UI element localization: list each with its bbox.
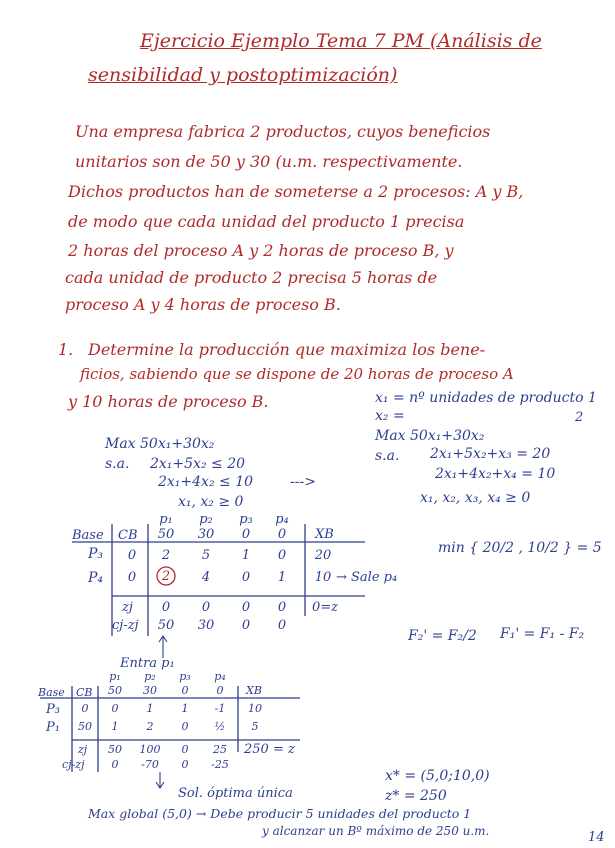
cb-cell: 50: [78, 720, 92, 733]
var-x2-definition: x₂ =: [375, 408, 405, 424]
cjzj-label: cj-zj: [62, 758, 85, 771]
optimal-note: Sol. óptima única: [178, 786, 293, 801]
zj-cell: 0: [201, 600, 211, 615]
nonnegativity: x₁, x₂ ≥ 0: [178, 494, 244, 510]
cjzj-cell: -70: [141, 758, 159, 771]
tableau-cell: -1: [214, 702, 226, 715]
base-var: P₄: [88, 570, 104, 586]
cjzj-cell: 0: [181, 758, 189, 771]
z-value: 0=z: [312, 600, 339, 615]
exit-note: → Sale p₄: [336, 570, 398, 585]
page-number: 14: [588, 830, 605, 845]
zj-label: zj: [78, 743, 88, 756]
xb-header: XB: [246, 684, 262, 697]
question-number: 1.: [58, 340, 74, 359]
col-header: p₁: [159, 512, 173, 527]
zj-cell: 0: [241, 600, 251, 615]
xb-cell: 10: [314, 570, 332, 585]
tableau-cell: 0: [111, 702, 119, 715]
cjzj-label: cj-zj: [112, 618, 139, 633]
statement-line: de modo que cada unidad del producto 1 precisa: [68, 212, 465, 231]
z-star: z* = 250: [385, 788, 447, 804]
std-constraint-1: 2x₁+5x₂+x₃ = 20: [430, 446, 551, 462]
tableau-cell: 1: [277, 570, 287, 585]
tableau-cell: 5: [201, 548, 211, 563]
z-value: 250 = z: [244, 742, 295, 757]
col-header: p₄: [214, 670, 226, 683]
statement-line: cada unidad de producto 2 precisa 5 horas de: [65, 268, 438, 287]
tableau-cell: ½: [214, 720, 226, 733]
std-nonnegativity: x₁, x₂, x₃, x₄ ≥ 0: [420, 490, 531, 506]
zj-cell: 100: [139, 743, 161, 756]
zj-cell: 0: [161, 600, 171, 615]
var-x2-tail: 2: [575, 410, 584, 425]
row-op-1: F₂' = F₂/2: [408, 628, 477, 644]
pivot-cell: 2: [161, 569, 171, 584]
cb-cell: 0: [127, 570, 137, 585]
cost-cell: 50: [108, 684, 122, 697]
base-header: Base: [38, 686, 65, 699]
col-header: p₄: [275, 512, 289, 527]
cjzj-cell: 0: [277, 618, 287, 633]
row-op-2: F₁' = F₁ - F₂: [500, 626, 585, 642]
cb-cell: 0: [127, 548, 137, 563]
question-line: y 10 horas de proceso B.: [68, 392, 269, 411]
zj-cell: 50: [108, 743, 122, 756]
question-line: Determine la producción que maximiza los bene-: [88, 340, 486, 359]
base-var: P₃: [88, 546, 104, 562]
col-header: p₁: [109, 670, 121, 683]
ratio-test: min { 20/2 , 10/2 } = 5: [438, 540, 602, 556]
col-header: p₂: [199, 512, 213, 527]
statement-line: Una empresa fabrica 2 productos, cuyos beneficios: [75, 122, 491, 141]
tableau-cell: 4: [201, 570, 211, 585]
statement-line: proceso A y 4 horas de proceso B.: [65, 295, 341, 314]
col-header: p₂: [144, 670, 156, 683]
cost-cell: 30: [143, 684, 157, 697]
cb-header: CB: [76, 686, 93, 699]
cjzj-cell: 0: [241, 618, 251, 633]
tableau-cell: 1: [181, 702, 189, 715]
tableau-cell: 0: [277, 548, 287, 563]
tableau-cell: 1: [146, 702, 154, 715]
enter-note: Entra p₁: [120, 656, 175, 671]
statement-line: Dichos productos han de someterse a 2 procesos: A y B,: [68, 182, 524, 201]
cost-cell: 0: [241, 527, 251, 542]
statement-line: unitarios son de 50 y 30 (u.m. respectivamente.: [75, 152, 463, 171]
base-var: P₁: [46, 720, 60, 735]
zj-cell: 0: [181, 743, 189, 756]
conclusion-line-1: Max global (5,0) → Debe producir 5 unidades del producto 1: [88, 806, 472, 821]
xb-cell: 5: [251, 720, 259, 733]
tableau-cell: 2: [161, 548, 171, 563]
col-header: p₃: [239, 512, 253, 527]
arrow-to-standard: --->: [290, 474, 316, 490]
tableau-cell: 1: [241, 548, 251, 563]
page-subtitle: sensibilidad y postoptimización): [88, 64, 398, 86]
zj-label: zj: [122, 600, 133, 615]
cb-header: CB: [118, 528, 138, 543]
cjzj-cell: 0: [111, 758, 119, 771]
statement-line: 2 horas del proceso A y 2 horas de proceso B, y: [68, 241, 454, 260]
col-header: p₃: [179, 670, 191, 683]
tableau-cell: 2: [146, 720, 154, 733]
xb-header: XB: [315, 527, 334, 542]
xb-cell: 10: [248, 702, 262, 715]
cost-cell: 0: [181, 684, 189, 697]
base-header: Base: [72, 528, 104, 543]
x-star: x* = (5,0;10,0): [385, 768, 490, 784]
zj-cell: 25: [213, 743, 227, 756]
cjzj-cell: 30: [197, 618, 215, 633]
page-title: Ejercicio Ejemplo Tema 7 PM (Análisis de: [140, 30, 542, 52]
tableau-cell: 0: [181, 720, 189, 733]
cjzj-cell: 50: [157, 618, 175, 633]
std-st-label: s.a.: [375, 448, 400, 464]
constraint-2: 2x₁+4x₂ ≤ 10: [158, 474, 254, 490]
cost-cell: 30: [197, 527, 215, 542]
xb-cell: 20: [314, 548, 332, 563]
st-label: s.a.: [105, 456, 130, 472]
question-line: ficios, sabiendo que se dispone de 20 horas de proceso A: [80, 365, 514, 383]
tableau-cell: 0: [241, 570, 251, 585]
zj-cell: 0: [277, 600, 287, 615]
base-var: P₃: [46, 702, 60, 717]
tableau-cell: 1: [111, 720, 119, 733]
cost-cell: 0: [277, 527, 287, 542]
var-x1-definition: x₁ = nº unidades de producto 1: [375, 390, 597, 406]
conclusion-line-2: y alcanzar un Bº máximo de 250 u.m.: [262, 824, 490, 838]
cost-cell: 0: [216, 684, 224, 697]
objective-function: Max 50x₁+30x₂: [105, 436, 215, 452]
std-constraint-2: 2x₁+4x₂+x₄ = 10: [435, 466, 556, 482]
cb-cell: 0: [81, 702, 89, 715]
cost-cell: 50: [157, 527, 175, 542]
cjzj-cell: -25: [211, 758, 229, 771]
constraint-1: 2x₁+5x₂ ≤ 20: [150, 456, 246, 472]
std-objective: Max 50x₁+30x₂: [375, 428, 485, 444]
